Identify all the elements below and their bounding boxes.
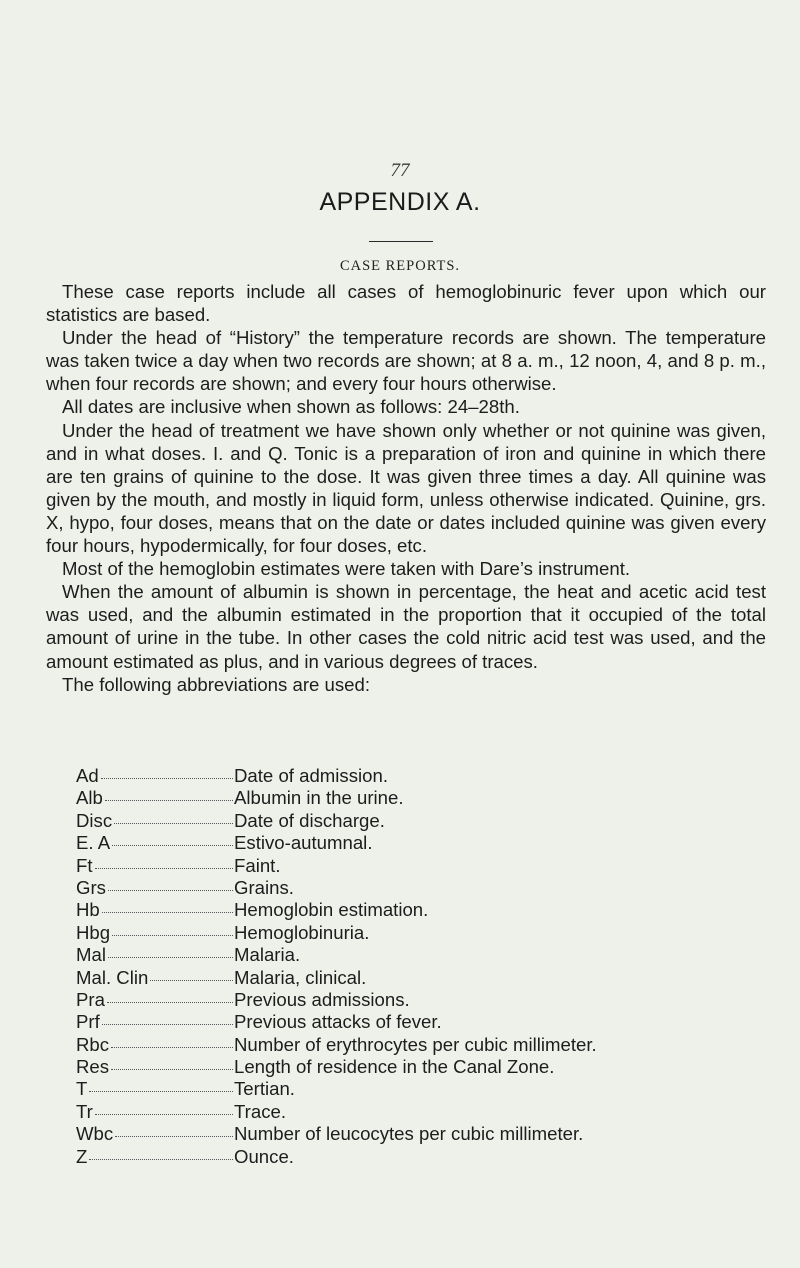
dot-leader xyxy=(89,1091,233,1092)
abbreviation-row xyxy=(76,1123,776,1145)
abbreviation-row xyxy=(76,1011,776,1033)
dot-leader xyxy=(108,957,233,958)
dot-leader xyxy=(111,1047,233,1048)
abbreviation-key xyxy=(76,765,234,787)
dot-leader xyxy=(102,912,233,913)
abbreviation-code: Hb xyxy=(76,899,100,921)
abbreviation-key xyxy=(76,787,234,809)
paragraph: These case reports include all cases of hemoglobinuric fever upon which our statistics are based. xyxy=(46,281,766,326)
abbreviation-row xyxy=(76,944,776,966)
section-subtitle: CASE REPORTS. xyxy=(339,258,461,274)
abbreviation-row xyxy=(76,787,776,809)
abbreviation-code: Disc xyxy=(76,809,113,831)
abbreviation-meaning: Date of discharge. xyxy=(234,809,385,831)
dot-leader xyxy=(112,935,233,936)
dot-leader xyxy=(105,800,233,801)
abbreviation-row xyxy=(76,922,776,944)
abbreviation-key xyxy=(76,967,234,989)
abbreviation-key xyxy=(76,944,234,966)
abbreviation-meaning: Malaria, clinical. xyxy=(234,966,367,988)
abbreviation-key xyxy=(76,855,234,877)
abbreviation-code: Prf xyxy=(76,1011,100,1033)
abbreviation-code: Tr xyxy=(76,1100,93,1122)
abbreviation-key xyxy=(76,922,234,944)
abbreviation-key xyxy=(76,1146,234,1168)
abbreviation-code: Grs xyxy=(76,876,106,898)
dot-leader xyxy=(150,980,233,981)
abbreviation-meaning: Malaria. xyxy=(234,944,301,966)
abbreviation-code: Wbc xyxy=(76,1123,114,1145)
abbreviation-meaning: Faint. xyxy=(234,854,281,876)
abbreviation-key xyxy=(76,1011,234,1033)
abbreviation-row xyxy=(76,877,776,899)
paragraph: Most of the hemoglobin estimates were taken with Dare’s instrument. xyxy=(62,558,631,580)
abbreviation-key xyxy=(76,1123,234,1145)
abbreviation-code: Ad xyxy=(76,765,99,786)
abbreviation-row xyxy=(76,1146,776,1168)
abbreviation-key xyxy=(76,832,234,854)
dot-leader xyxy=(89,1159,233,1160)
abbreviation-row xyxy=(76,810,776,832)
body-text xyxy=(46,280,766,696)
dot-leader xyxy=(95,1114,233,1115)
abbreviation-meaning: Ounce. xyxy=(234,1145,294,1167)
abbreviation-code: Alb xyxy=(76,787,103,809)
abbreviation-key xyxy=(76,877,234,899)
paragraph: Under the head of treatment we have shown only whether or not quinine was given, and in what doses. I. and Q. Tonic is a preparation of iron and quinine in which there are ten grains of quinine to the dose. It was given three times a day. All quinine was given by the mouth, and mostly in liquid form, unless otherwise indicated. Quinine, grs. X, hypo, four doses, means that on the date or dates included quinine was given every four hours, hypodermically, for four doses, etc. xyxy=(46,419,766,557)
abbreviation-key xyxy=(76,810,234,832)
abbreviation-key xyxy=(76,899,234,921)
abbreviation-code: Pra xyxy=(76,988,105,1010)
dot-leader xyxy=(95,868,233,869)
dot-leader xyxy=(101,778,233,779)
abbreviation-code: Res xyxy=(76,1056,110,1078)
abbreviation-row xyxy=(76,1078,776,1100)
abbreviation-code: E. A xyxy=(76,832,111,854)
paragraph: The following abbreviations are used: xyxy=(62,673,371,695)
abbreviation-meaning: Trace. xyxy=(234,1100,287,1122)
abbreviation-key xyxy=(76,1101,234,1123)
dot-leader xyxy=(102,1024,233,1025)
abbreviation-row xyxy=(76,832,776,854)
page-number: 77 xyxy=(390,160,410,181)
abbreviation-code: Ft xyxy=(76,854,93,876)
dot-leader xyxy=(111,1069,233,1070)
abbreviation-code: Hbg xyxy=(76,921,111,943)
abbreviation-meaning: Estivo-autumnal. xyxy=(234,832,373,854)
dot-leader xyxy=(115,1136,233,1137)
abbreviation-code: Mal. Clin xyxy=(76,966,149,988)
abbreviation-code: Z xyxy=(76,1145,88,1167)
abbreviation-row xyxy=(76,1034,776,1056)
abbreviation-key xyxy=(76,1034,234,1056)
abbreviation-key xyxy=(76,1078,234,1100)
abbreviation-meaning: Number of erythrocytes per cubic millimeter. xyxy=(234,1033,597,1055)
abbreviation-code: Rbc xyxy=(76,1033,110,1055)
abbreviation-meaning: Tertian. xyxy=(234,1078,295,1100)
abbreviation-row xyxy=(76,1101,776,1123)
dot-leader xyxy=(107,1002,233,1003)
dot-leader xyxy=(108,890,233,891)
abbreviation-row xyxy=(76,1056,776,1078)
abbreviation-meaning: Hemoglobin estimation. xyxy=(234,899,429,921)
paragraph: When the amount of albumin is shown in percentage, the heat and acetic acid test was used, and the albumin estimated in the proportion that it occupied of the total amount of urine in the tube. In other cases the cold nitric acid test was used, and the amount estimated as plus, and in various degrees of traces. xyxy=(46,581,766,672)
abbreviation-code: T xyxy=(76,1078,88,1100)
abbreviation-row xyxy=(76,989,776,1011)
abbreviation-row xyxy=(76,899,776,921)
abbreviation-meaning: Albumin in the urine. xyxy=(234,787,404,809)
abbreviation-key xyxy=(76,989,234,1011)
abbreviation-meaning: Number of leucocytes per cubic millimeter. xyxy=(234,1123,584,1145)
abbreviation-key xyxy=(76,1056,234,1078)
abbreviation-row xyxy=(76,967,776,989)
appendix-title: APPENDIX A. xyxy=(319,188,481,216)
abbreviation-meaning: Previous attacks of fever. xyxy=(234,1011,442,1033)
abbreviation-meaning: Previous admissions. xyxy=(234,988,410,1010)
abbreviation-meaning: Hemoglobinuria. xyxy=(234,921,370,943)
abbreviation-code: Mal xyxy=(76,944,106,966)
paragraph: All dates are inclusive when shown as follows: 24–28th. xyxy=(62,396,520,418)
abbreviation-meaning: Grains. xyxy=(234,876,294,898)
dot-leader xyxy=(114,823,233,824)
abbreviation-meaning: Length of residence in the Canal Zone. xyxy=(234,1056,555,1078)
title-divider xyxy=(369,241,433,242)
dot-leader xyxy=(112,845,233,846)
paragraph: Under the head of “History” the temperature records are shown. The temperature was taken twice a day when two records are shown; at 8 a. m., 12 noon, 4, and 8 p. m., when four records are shown; and every four hours otherwise. xyxy=(46,327,766,395)
abbreviation-meaning: Date of admission. xyxy=(234,765,388,786)
abbreviation-list xyxy=(76,765,776,1168)
abbreviation-row xyxy=(76,855,776,877)
abbreviation-row xyxy=(76,765,776,787)
